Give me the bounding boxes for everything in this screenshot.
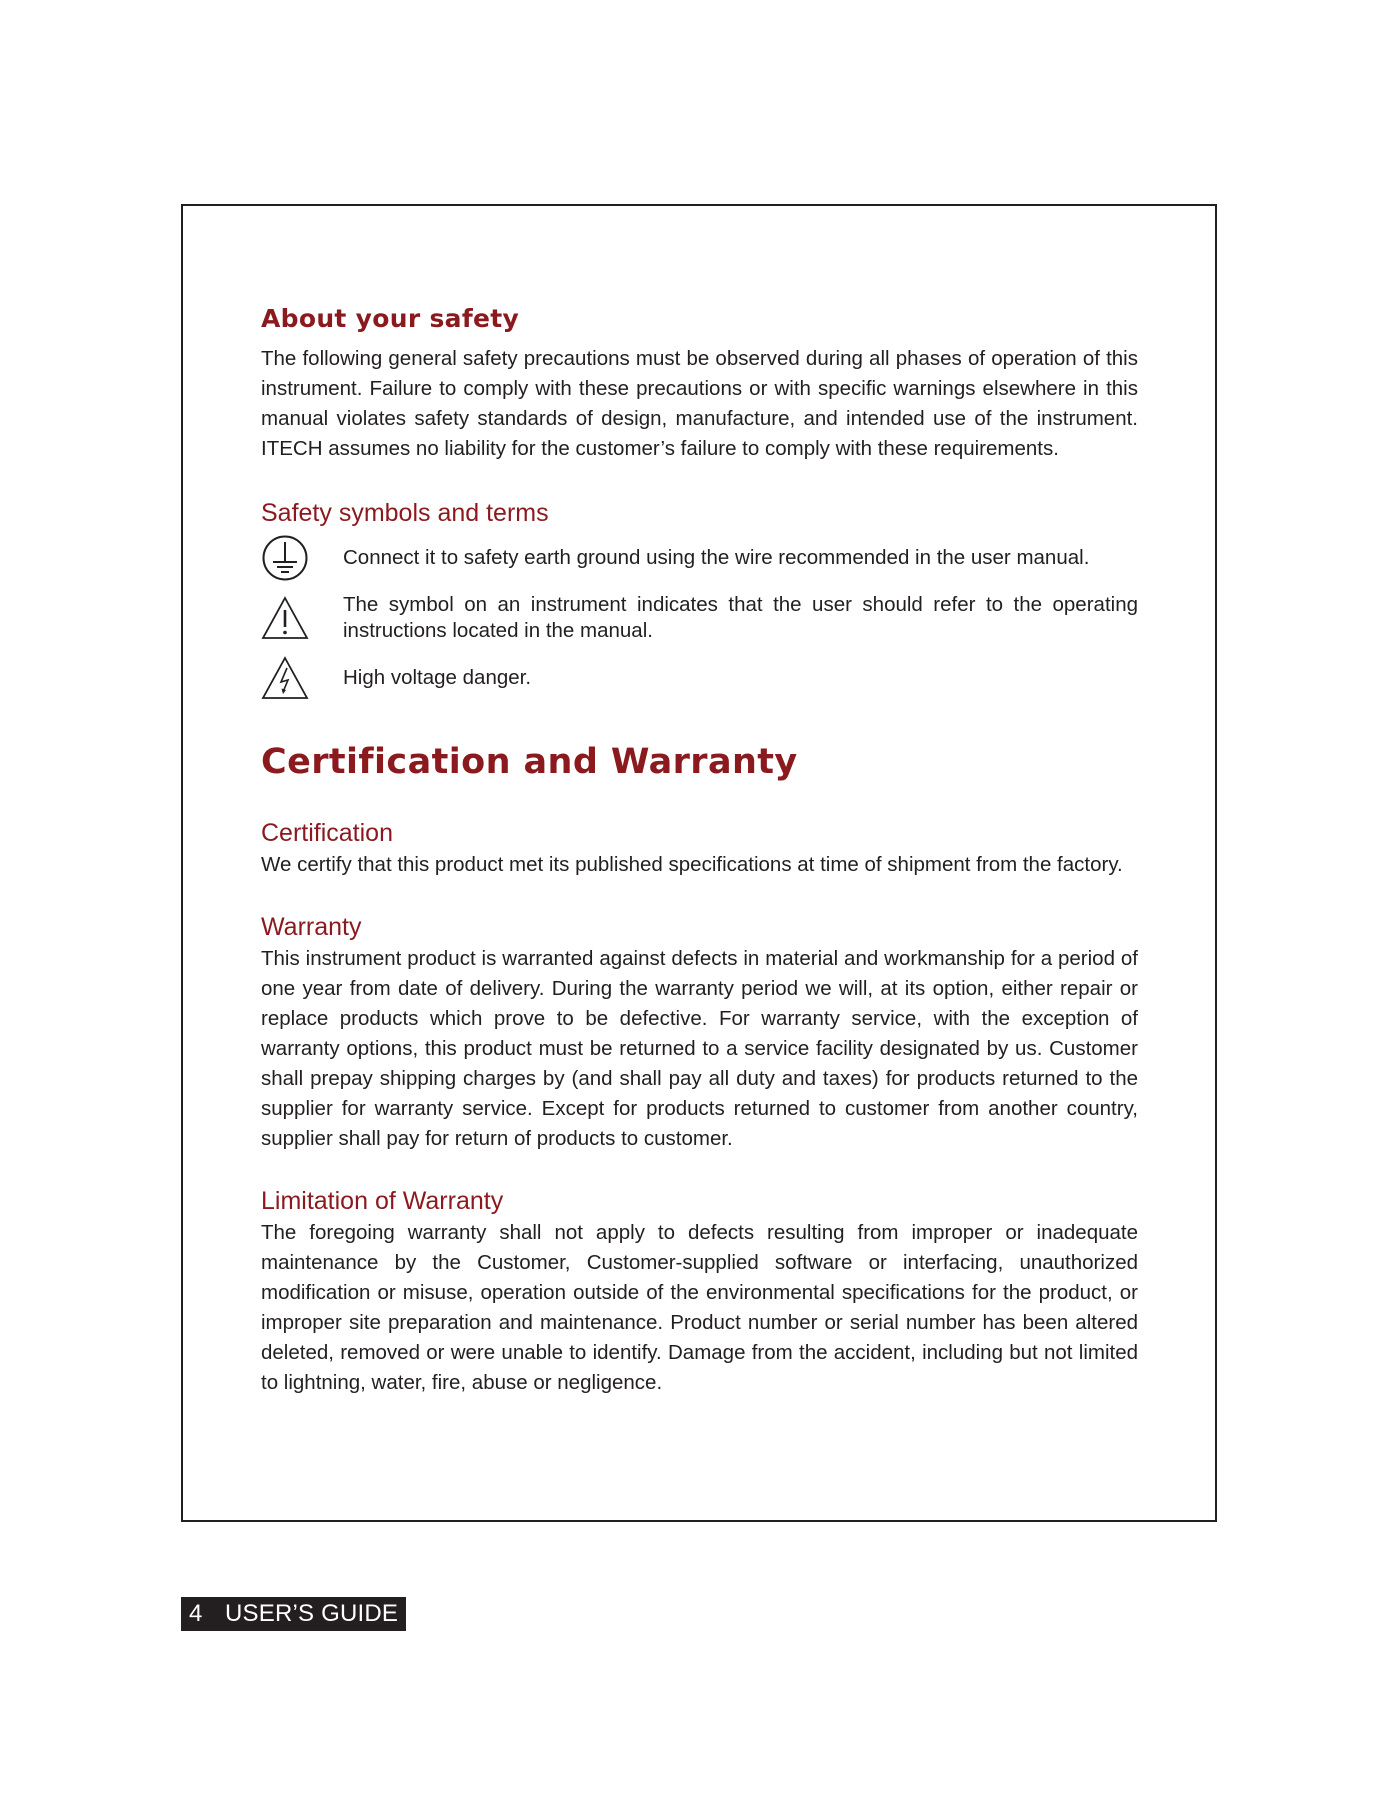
certification-paragraph: We certify that this product met its published specifications at time of shipment from the factory.: [261, 853, 1123, 876]
safety-symbols-heading: Safety symbols and terms: [261, 499, 549, 527]
symbol-text-earth-ground: Connect it to safety earth ground using the wire recommended in the user manual.: [343, 546, 1090, 569]
certification-warranty-heading: Certification and Warranty: [261, 742, 798, 782]
safety-symbols-list: [261, 534, 1138, 702]
symbol-row-earth-ground: [261, 534, 1138, 582]
about-safety-heading: About your safety: [261, 304, 520, 333]
about-safety-paragraph: The following general safety precautions must be observed during all phases of operation of this instrument. Failure to comply with these precautions or with specific warnings elsewhere in this manual violates safety standards of design, manufacture, and intended use of the instrument. ITECH assumes no liability for the customer’s failure to comply with these requirements.: [261, 347, 1138, 460]
warning-icon: [261, 594, 309, 642]
warranty-paragraph: This instrument product is warranted against defects in material and workmanship for a period of one year from date of delivery. During the warranty period we will, at its option, either repair or replace products which prove to be defective. For warranty service, with the exception of warranty options, this product must be returned to a service facility designated by us. Customer shall prepay shipping charges by (and shall pay all duty and taxes) for products returned to the supplier for warranty service. Except for products returned to customer from another country, supplier shall pay for return of products to customer.: [261, 947, 1138, 1150]
limitation-heading: Limitation of Warranty: [261, 1187, 504, 1215]
symbol-text-warning: The symbol on an instrument indicates that the user should refer to the operating instructions located in the manual.: [343, 593, 1138, 642]
warranty-heading: Warranty: [261, 913, 362, 941]
high-voltage-icon: [261, 654, 309, 702]
limitation-paragraph: The foregoing warranty shall not apply to defects resulting from improper or inadequate maintenance by the Customer, Customer-supplied software or interfacing, unauthorized modification or misuse, operation outside of the environmental specifications for the product, or improper site preparation and maintenance. Product number or serial number has been altered deleted, removed or were unable to identify. Damage from the accident, including but not limited to lightning, water, fire, abuse or negligence.: [261, 1221, 1138, 1394]
page-footer: [181, 1597, 406, 1631]
footer-title: USER’S GUIDE: [225, 1600, 399, 1627]
symbol-row-high-voltage: [261, 654, 1138, 702]
earth-ground-icon: [261, 534, 309, 582]
page-number: 4: [189, 1600, 203, 1627]
symbol-row-warning: [261, 592, 1138, 644]
certification-heading: Certification: [261, 819, 393, 847]
symbol-text-high-voltage: High voltage danger.: [343, 666, 532, 689]
page-content: [261, 300, 1138, 1398]
